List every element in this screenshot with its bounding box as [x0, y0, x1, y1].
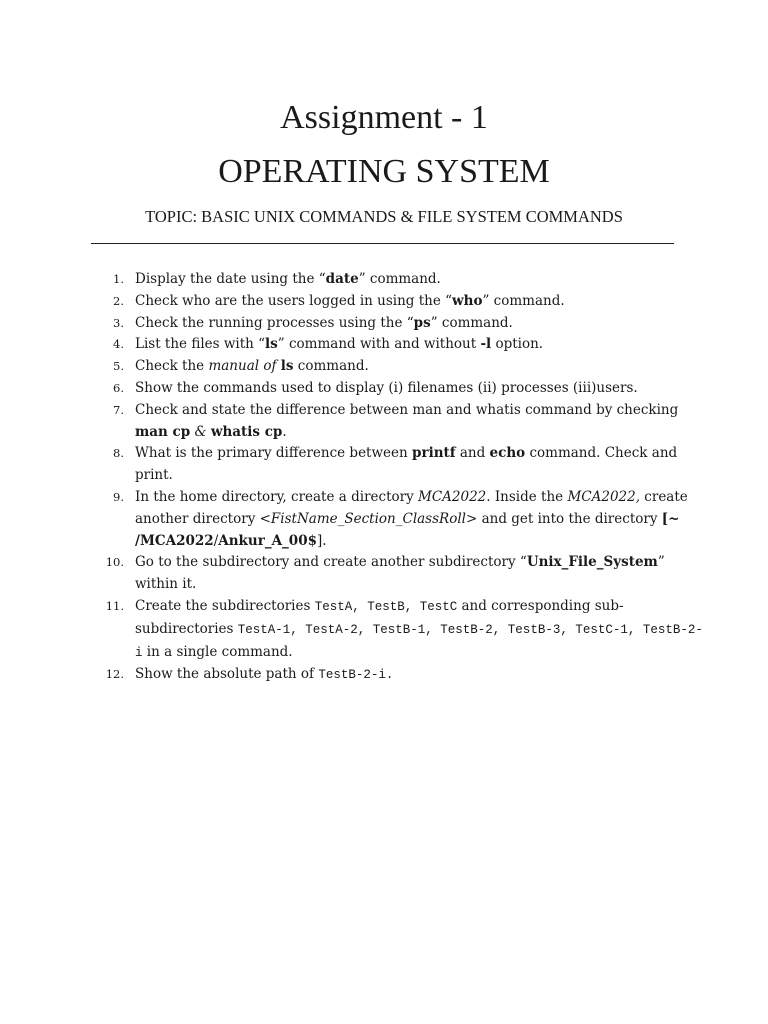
item-text: ” command. [430, 314, 513, 331]
italic-text: MCA2022 [418, 488, 487, 505]
item-number: 6. [113, 380, 124, 395]
task-list [0, 269, 768, 687]
task-item-3 [0, 313, 768, 335]
item-text: Check the [135, 358, 209, 375]
task-item-4 [0, 334, 768, 356]
item-text: / [213, 532, 219, 549]
item-number: 7. [113, 402, 124, 417]
task-item-7 [0, 400, 768, 444]
path-text: Ankur_A_00$ [218, 532, 317, 549]
italic-text: MCA2022, [567, 488, 641, 505]
path-text: [~ / [135, 510, 680, 549]
command-name: ps [413, 314, 431, 331]
command-name: who [452, 292, 483, 309]
command-name: date [325, 271, 359, 287]
task-item-10 [0, 552, 768, 596]
code-text: TestB-2-i. [318, 668, 394, 683]
item-number: 5. [113, 359, 124, 374]
path-text: MCA2022 [139, 532, 214, 549]
task-item-8 [0, 443, 768, 487]
task-item-6 [0, 378, 768, 400]
item-number: 11. [105, 598, 124, 613]
item-text: Show the commands used to display (i) filenames (ii) processes (iii)users. [135, 379, 638, 396]
item-number: 9. [113, 489, 124, 504]
command-name: ls [265, 336, 278, 353]
item-text: and [455, 445, 490, 462]
item-number: 8. [113, 446, 124, 461]
item-text: Display the date using the “ [135, 271, 326, 287]
item-text: command. Check and print. [135, 445, 678, 484]
task-item-12 [0, 664, 768, 687]
code-text: TestA, TestB, TestC [314, 599, 458, 614]
command-name: ls [280, 358, 294, 375]
item-number: 2. [113, 293, 124, 308]
item-text: ” command with and without [277, 336, 481, 353]
item-number: 4. [113, 337, 124, 352]
code-text: TestA-1, TestA-2, TestB-1, TestB-2, TestB-3, TestC-1, TestB-2-i [135, 622, 703, 660]
italic-text: <FistName_Section_ClassRoll> [259, 510, 478, 527]
italic-text: & [194, 423, 207, 440]
item-text: create another directory [135, 488, 688, 527]
item-text: What is the primary difference between [135, 445, 413, 462]
item-text: Check who are the users logged in using the “ [135, 292, 453, 309]
task-item-1 [0, 269, 768, 291]
item-text: . Inside the [486, 488, 568, 505]
item-text: Create the subdirectories [135, 597, 315, 614]
task-item-9 [0, 487, 768, 552]
course-title: OPERATING SYSTEM [218, 153, 550, 190]
horizontal-divider [91, 243, 674, 244]
command-name: printf [412, 445, 456, 462]
item-text: Go to the subdirectory and create another subdirectory “ [135, 554, 527, 571]
item-number: 12. [105, 667, 124, 682]
item-text: In the home directory, create a directory [135, 488, 418, 505]
item-text: ” command. [482, 292, 565, 309]
assignment-title: Assignment - 1 [280, 99, 488, 136]
item-text: Check the running processes using the “ [135, 314, 414, 331]
item-text: List the files with “ [135, 336, 266, 353]
option-name: -l [480, 336, 492, 353]
item-number: 3. [113, 315, 124, 330]
item-text: ” command. [358, 271, 441, 287]
item-number: 10. [105, 555, 124, 570]
directory-name: Unix_File_System [526, 554, 658, 571]
command-name: whatis cp [210, 423, 283, 440]
item-text: ]. [316, 532, 327, 549]
item-text: option. [491, 336, 544, 353]
item-text: command. [293, 358, 369, 375]
item-text: ” within it. [135, 554, 665, 593]
item-text: Check and state the difference between man and whatis command by checking [135, 401, 679, 418]
task-item-2 [0, 291, 768, 313]
item-text: and corresponding sub-subdirectories [135, 597, 624, 637]
command-name: man cp [135, 423, 191, 440]
topic-line: TOPIC: BASIC UNIX COMMANDS & FILE SYSTEM COMMANDS [145, 207, 623, 226]
task-item-5 [0, 356, 768, 378]
item-text: in a single command. [142, 643, 293, 660]
command-name: echo [489, 445, 526, 462]
item-text: and get into the directory [477, 510, 662, 527]
item-text: . [282, 423, 287, 440]
task-item-11 [0, 596, 768, 664]
italic-text: manual of [208, 358, 281, 375]
item-text: Show the absolute path of [135, 666, 319, 683]
item-number: 1. [113, 272, 124, 286]
